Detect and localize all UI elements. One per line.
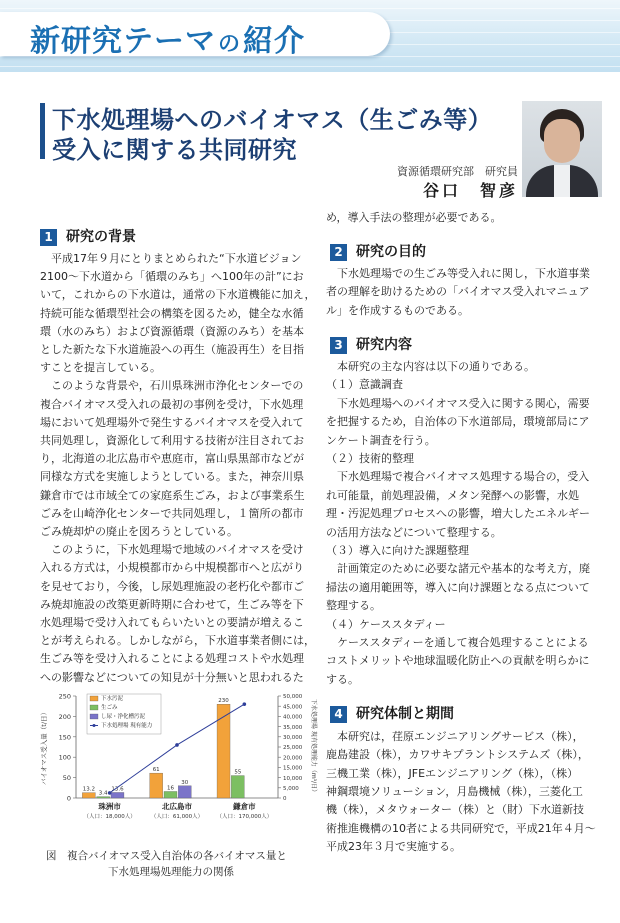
section-4-number: 4 <box>330 706 347 723</box>
text-line: コストメリットや地球温暖化防止への貢献を明らかに <box>326 654 590 668</box>
section-3-number: 3 <box>330 337 347 354</box>
bar-value-label: 16 <box>167 785 174 792</box>
category-label: 北広島市 <box>162 802 192 811</box>
category-sublabel: （人口：18,000人） <box>83 814 136 820</box>
text-line: 2100～下水道から「循環のみち」へ100年の計”にお <box>40 270 304 284</box>
section-1-number: 1 <box>40 229 57 246</box>
bar-value-label: 3.4 <box>98 790 108 797</box>
text-line: 者の理解を助けるための「バイオマス受入れマニュア <box>326 285 590 299</box>
section-1-title: 研究の背景 <box>66 229 136 245</box>
bar-2 <box>111 792 124 798</box>
text-line: とした新たな下水道施設への再生（施設再生）を目指 <box>40 343 304 356</box>
legend-label: し尿・浄化槽汚泥 <box>101 714 146 720</box>
text-line: （４）ケーススタディー <box>326 617 446 631</box>
text-line: 環（水のみち）および資源循環（資源のみち）を基本 <box>40 324 304 338</box>
biomass-chart <box>28 690 318 838</box>
text-line: 掃法の適用範囲等，導入に向け課題となる点について <box>326 580 590 594</box>
legend-swatch-0 <box>90 696 98 701</box>
legend-swatch-1 <box>90 705 98 710</box>
author-photo <box>522 101 602 197</box>
text-line: ケーススタディーを通して複合処理することによる <box>326 636 589 649</box>
text-line: （１）意識調査 <box>326 378 403 392</box>
category-sublabel: （人口：170,000人） <box>216 814 273 820</box>
article-title-line1: 下水処理場へのバイオマス（生ごみ等） <box>52 106 493 134</box>
capacity-point <box>243 702 247 706</box>
legend-swatch-2 <box>90 714 98 719</box>
bar-1 <box>231 776 244 798</box>
text-line: このように，下水処理場で地域のバイオマスを受け <box>40 543 304 557</box>
text-line: このような背景や，石川県珠洲市浄化センターでの <box>40 379 304 393</box>
text-line: 複合バイオマス受入れの最初の事例を受け，下水処理 <box>40 397 304 411</box>
bar-value-label: 230 <box>218 698 229 705</box>
y2-tick-label: 5,000 <box>283 786 299 792</box>
bar-value-label: 61 <box>152 767 160 774</box>
bar-2 <box>178 786 191 798</box>
text-line: ンケート調査を行う。 <box>326 433 436 447</box>
bar-1 <box>97 797 110 798</box>
text-line: する。 <box>326 672 359 686</box>
text-line: 計画策定のために必要な諸元や基本的な考え方，廃 <box>326 562 590 576</box>
series-title-b: 紹介 <box>243 24 306 59</box>
section-2-number: 2 <box>330 244 347 261</box>
text-line: れ可能量，前処理設備，メタン発酵への影響，水処 <box>326 488 579 502</box>
text-line: み焼却施設の改築更新時期に合わせて，生ごみ等を下 <box>40 597 304 611</box>
author-name: 谷口 智彦 <box>422 181 518 200</box>
bar-value-label: 13.2 <box>82 786 95 793</box>
y2-tick-label: 40,000 <box>283 714 303 721</box>
figure-caption-line2: 下水処理場処理能力の関係 <box>108 866 234 878</box>
text-line: すことを提言している。 <box>40 361 161 375</box>
y2-tick-label: 20,000 <box>283 755 303 762</box>
bar-value-label: 55 <box>234 769 242 776</box>
text-line: 同様な方式を実施しようとしている。また，神奈川県 <box>40 470 304 484</box>
text-line: 三機工業（株），JFEエンジニアリング（株），（株） <box>326 766 579 780</box>
text-line: への影響などについての知見が十分無いと思われるた <box>40 670 304 684</box>
series-title-a: 新研究テーマ <box>30 24 216 59</box>
legend-swatch-point <box>93 724 96 727</box>
text-line: （２）技術的整理 <box>326 452 414 465</box>
category-sublabel: （人口：61,000人） <box>150 814 204 820</box>
text-line: の活用方法などについて整理する。 <box>326 525 502 539</box>
text-line: 本研究は，荏原エンジニアリングサービス（株）， <box>326 730 584 743</box>
text-line: 場において処理場外で発生するバイオマスを受入れて <box>40 415 304 429</box>
text-line: ごみを山崎浄化センターで共同処理し，１箇所の都市 <box>40 506 304 520</box>
y2-tick-label: 0 <box>283 796 287 803</box>
series-title-no: の <box>218 32 242 57</box>
y-tick-label: 0 <box>66 794 71 803</box>
y-tick-label: 50 <box>62 774 71 783</box>
text-line: 水処理場で受け入れてもらいたいとの要請が増えるこ <box>40 616 304 629</box>
text-line: 持続可能な循環型社会の構築を図るため，健全な水循 <box>40 306 304 320</box>
article-title-line2: 受入に関する共同研究 <box>52 136 297 164</box>
bar-0 <box>150 773 163 798</box>
y2-tick-label: 10,000 <box>283 775 303 782</box>
text-line: いて，これからの下水道は，通常の下水道機能に加え， <box>40 288 316 302</box>
chart-svg <box>28 690 318 838</box>
text-line: 下水処理場へのバイオマス受入に関する関心，需要 <box>326 396 590 410</box>
category-label: 珠洲市 <box>98 802 121 811</box>
y-tick-label: 200 <box>58 712 71 721</box>
text-line: （３）導入に向けた課題整理 <box>326 544 469 557</box>
figure-caption-line1: 図 複合バイオマス受入自治体の各バイオマス量と <box>46 850 287 862</box>
bar-value-label: 30 <box>181 779 189 786</box>
bar-0 <box>217 704 230 798</box>
y-tick-label: 100 <box>58 753 71 762</box>
title-accent-bar <box>40 103 45 159</box>
y2-tick-label: 30,000 <box>283 735 303 741</box>
text-line: 鎌倉市では市域全ての家庭系生ごみ，および事業系生 <box>40 488 305 502</box>
y2-tick-label: 15,000 <box>283 765 303 772</box>
y2-tick-label: 25,000 <box>283 745 303 752</box>
legend-label: 生ごみ <box>101 705 118 711</box>
series-title <box>0 12 390 59</box>
text-line: 下水処理場で複合バイオマス処理する場合の，受入 <box>326 470 590 484</box>
capacity-point <box>108 791 112 795</box>
y-tick-label: 150 <box>58 733 71 742</box>
bar-0 <box>82 793 95 798</box>
y2-tick-label: 50,000 <box>283 694 303 701</box>
text-line: ル」を作成するものである。 <box>326 303 469 317</box>
y2-tick-label: 45,000 <box>283 704 303 711</box>
y2-tick-label: 35,000 <box>283 724 303 731</box>
text-line: 神鋼環境ソリューション，月島機械（株），三菱化工 <box>326 784 583 798</box>
text-line: り，北海道の北広島市や恵庭市，富山県黒部市などが <box>40 452 304 466</box>
text-line: 生ごみ等を受け入れることによる処理コストや水処理 <box>40 652 304 666</box>
section-3-title: 研究内容 <box>356 337 412 353</box>
text-line: 整理する。 <box>326 599 381 613</box>
text-line: 術推進機構の10者による共同研究で，平成21年４月～ <box>326 821 596 835</box>
section-2-title: 研究の目的 <box>356 244 426 260</box>
capacity-point <box>175 743 179 747</box>
legend-label: 下水処理場 現有能力 <box>101 723 153 729</box>
header-band <box>0 0 620 72</box>
section-4-title: 研究体制と期間 <box>356 706 454 722</box>
text-line: 平成23年３月で実施する。 <box>326 839 461 853</box>
continued-line: め，導入手法の整理が必要である。 <box>326 211 502 224</box>
text-line: を見せており，今後，し尿処理施設の老朽化や都市ご <box>40 579 304 593</box>
text-line: 理・汚泥処理プロセスへの影響，増大したエネルギー <box>326 507 590 521</box>
author-department: 資源循環研究部 研究員 <box>397 165 518 178</box>
text-line: 共同処理し，資源化して利用する技術が注目されてお <box>40 434 304 447</box>
y-tick-label: 250 <box>58 692 71 701</box>
text-line: とが考えられる。しかしながら，下水道事業者側には， <box>40 634 315 648</box>
y-axis-label: バイオマス受入量（t/日） <box>40 708 48 786</box>
text-line: 鹿島建設（株），カワサキプラントシステムズ（株）， <box>326 748 589 762</box>
bar-1 <box>164 791 177 798</box>
text-line: 平成17年９月にとりまとめられた“下水道ビジョン <box>40 252 302 265</box>
text-line: 本研究の主な内容は以下の通りである。 <box>326 360 535 373</box>
category-label: 鎌倉市 <box>233 802 256 811</box>
text-line: ごみ焼却炉の廃止を図ろうとしている。 <box>40 525 238 538</box>
text-line: を把握するため，自治体の下水道部局，環境部局にア <box>326 415 590 429</box>
legend-label: 下水汚泥 <box>101 696 124 702</box>
y2-axis-label: 下水処理場 現有処理能力（m³/日） <box>310 698 317 796</box>
text-line: 機（株），メタウォーター（株）と（財）下水道新技 <box>326 803 585 817</box>
text-line: 入れる方式は，小規模都市から中規模都市へと広がり <box>40 561 304 575</box>
bar-value-label: 13.6 <box>111 786 124 793</box>
text-line: 下水処理場での生ごみ等受入れに関し，下水道事業 <box>326 267 590 280</box>
